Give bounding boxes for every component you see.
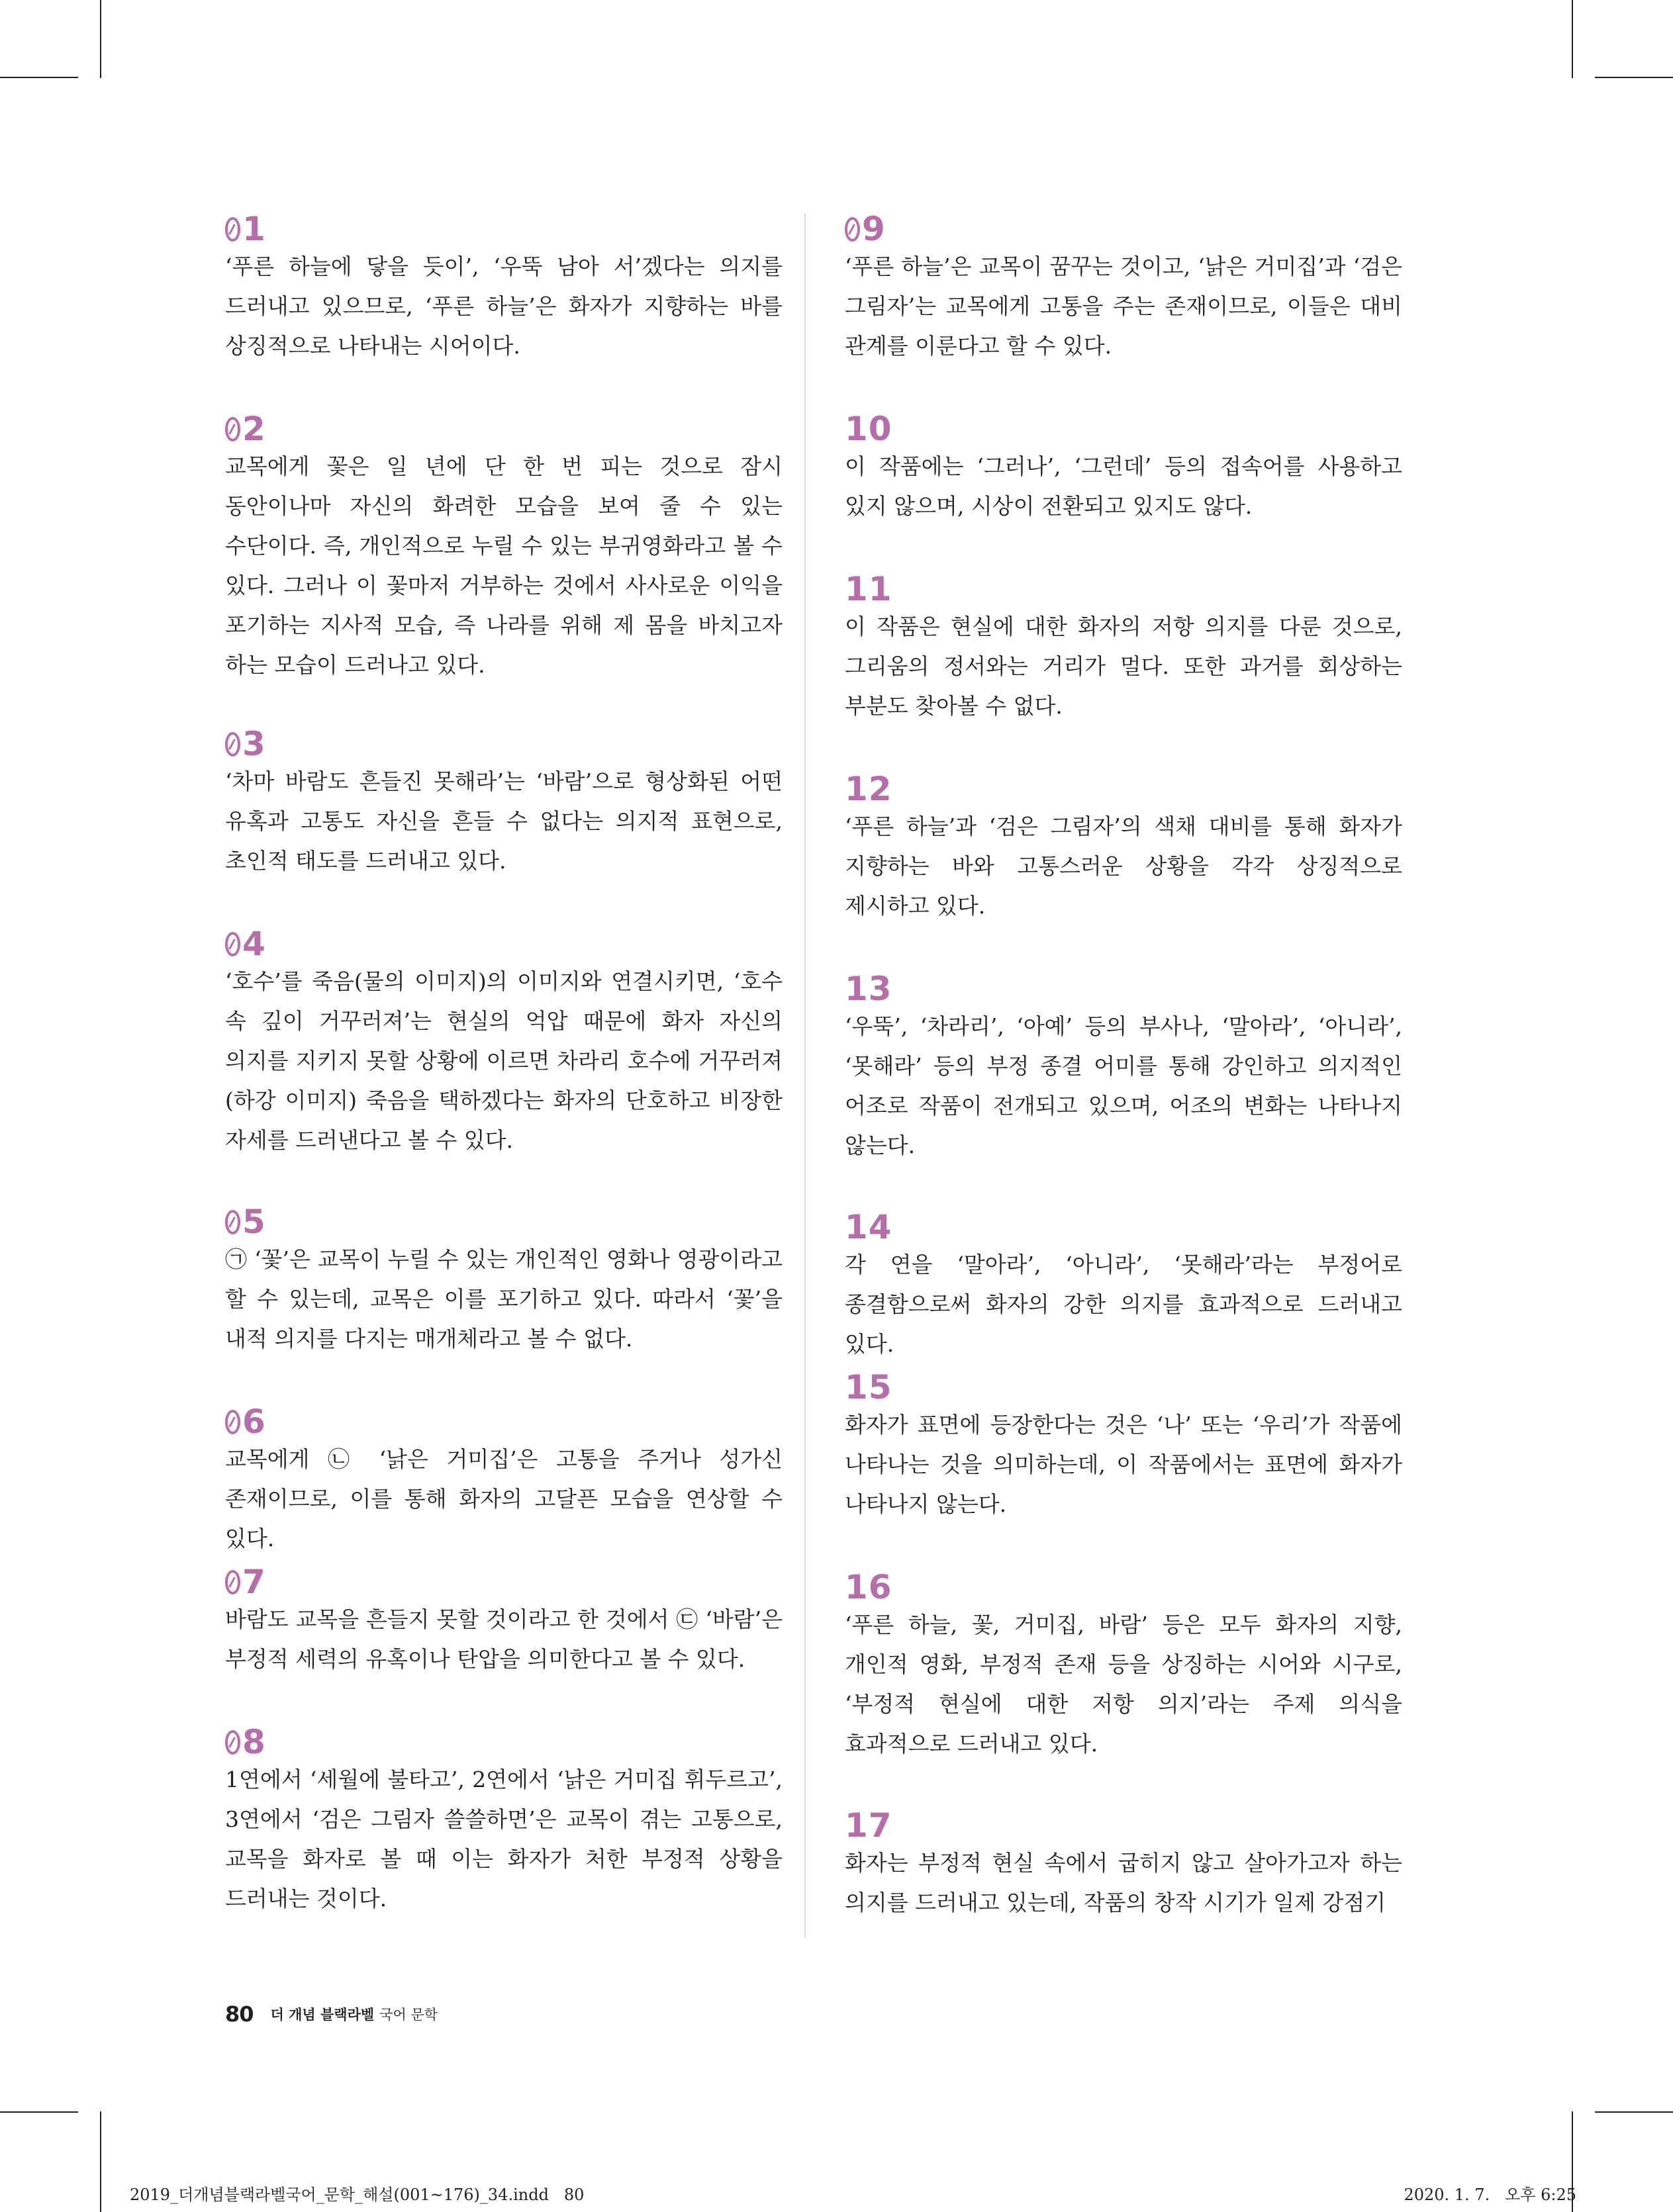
answer-item (225, 924, 783, 1160)
question-number: 9 (845, 209, 1402, 249)
question-number: 11 (845, 570, 892, 608)
explanation-text: 교목에게 ㉡ ‘낡은 거미집’은 고통을 주거나 성가신 존재이므로, 이를 통해 화자의 고달픈 모습을 연상할 수 있다. (225, 1446, 783, 1551)
explanation-text: 이 작품에는 ‘그러나’, ‘그런데’ 등의 접속어를 사용하고 있지 않으며, 시상이 전환되고 있지도 않다. (845, 453, 1402, 519)
book-subtitle: 국어 문학 (379, 2007, 438, 2023)
explanation-text: ‘차마 바람도 흔들진 못해라’는 ‘바람’으로 형상화된 어떤 유혹과 고통도 자신을 흔들 수 없다는 의지적 표현으로, 초인적 태도를 드러내고 있다. (225, 768, 783, 874)
leading-zero-icon (845, 217, 860, 242)
leading-zero-icon (225, 1570, 240, 1594)
answer-item (845, 1806, 1402, 1923)
crop-mark (1572, 0, 1573, 78)
page-number: 80 (225, 2002, 254, 2027)
crop-mark (0, 2111, 78, 2113)
answer-item (225, 1202, 783, 1359)
answer-item (845, 969, 1402, 1166)
print-slug-file: 2019_더개념블랙라벨국어_문학_해설(001~176)_34.indd 80 (130, 2186, 585, 2204)
explanation-text: ‘우뚝’, ‘차라리’, ‘아예’ 등의 부사나, ‘말아라’, ‘아니라’, ‘못해라’ 등의 부정 종결 어미를 통해 강인하고 의지적인 어조로 작품이 전개되고 있으며, 어조의 변화는 나타나지 않는다. (845, 1013, 1402, 1158)
question-number: 13 (845, 970, 892, 1008)
leading-zero-icon (225, 1410, 240, 1434)
leading-zero-icon (225, 417, 240, 441)
question-number: 1 (225, 209, 783, 249)
question-number: 8 (225, 1722, 783, 1762)
crop-mark (100, 2111, 101, 2212)
answer-item (845, 409, 1402, 526)
explanation-text: ㉠ ‘꽃’은 교목이 누릴 수 있는 개인적인 영화나 영광이라고 할 수 있는데, 교목은 이를 포기하고 있다. 따라서 ‘꽃’을 내적 의지를 다지는 매개체라고 볼 수 없다. (225, 1246, 783, 1352)
leading-zero-icon (225, 1210, 240, 1234)
answer-item (225, 409, 783, 685)
leading-zero-icon (225, 732, 240, 757)
question-number: 12 (845, 770, 892, 808)
explanation-text: 교목에게 꽃은 일 년에 단 한 번 피는 것으로 잠시 동안이나마 자신의 화려한 모습을 보여 줄 수 있는 수단이다. 즉, 개인적으로 누릴 수 있는 부귀영화라고 볼 수 있다. 그러나 이 꽃마저 거부하는 것에서 사사로운 이익을 포기하는 지사적 모습, 즉 나라를 위해 제 몸을 바치고자 하는 모습이 드러나고 있다. (225, 453, 783, 678)
question-number: 4 (225, 924, 783, 964)
explanation-text: 1연에서 ‘세월에 불타고’, 2연에서 ‘낡은 거미집 휘두르고’, 3연에서 ‘검은 그림자 쓸쓸하면’은 교목이 겪는 고통으로, 교목을 화자로 볼 때 이는 화자가 처한 부정적 상황을 드러내는 것이다. (225, 1767, 783, 1912)
crop-mark (1595, 2111, 1673, 2113)
question-number: 3 (225, 724, 783, 764)
answer-item (845, 769, 1402, 926)
column-divider (804, 214, 806, 1938)
answer-item (225, 1562, 783, 1679)
answer-item (845, 1567, 1402, 1764)
explanation-text: 바람도 교목을 흔들지 못할 것이라고 한 것에서 ㉢ ‘바람’은 부정적 세력의 유혹이나 탄압을 의미한다고 볼 수 있다. (225, 1606, 783, 1672)
question-number: 14 (845, 1208, 892, 1246)
answer-item (845, 569, 1402, 726)
crop-mark (100, 0, 101, 78)
print-slug-date: 2020. 1. 7. 오후 6:25 (1404, 2186, 1576, 2204)
explanation-text: ‘푸른 하늘’과 ‘검은 그림자’의 색채 대비를 통해 화자가 지향하는 바와 고통스러운 상황을 각각 상징적으로 제시하고 있다. (845, 813, 1402, 919)
explanation-text: 이 작품은 현실에 대한 화자의 저항 의지를 다룬 것으로, 그리움의 정서와는 거리가 멀다. 또한 과거를 회상하는 부분도 찾아볼 수 없다. (845, 614, 1402, 719)
leading-zero-icon (225, 932, 240, 956)
answer-item (845, 1367, 1402, 1524)
leading-zero-icon (225, 1730, 240, 1755)
explanation-text: ‘푸른 하늘에 닿을 듯이’, ‘우뚝 남아 서’겠다는 의지를 드러내고 있으므로, ‘푸른 하늘’은 화자가 지향하는 바를 상징적으로 나타내는 시어이다. (225, 253, 783, 359)
question-number: 17 (845, 1806, 892, 1845)
explanation-text: 화자는 부정적 현실 속에서 굽히지 않고 살아가고자 하는 의지를 드러내고 있는데, 작품의 창작 시기가 일제 강점기 (845, 1850, 1402, 1915)
book-title: 더 개념 블랙라벨 (270, 2007, 375, 2023)
answer-item (225, 209, 783, 366)
leading-zero-icon (225, 217, 240, 242)
answer-item (225, 1722, 783, 1919)
crop-mark (1595, 77, 1673, 78)
question-number: 15 (845, 1368, 892, 1406)
question-number: 2 (225, 409, 783, 449)
explanation-text: 각 연을 ‘말아라’, ‘아니라’, ‘못해라’라는 부정어로 종결함으로써 화자의 강한 의지를 효과적으로 드러내고 있다. (845, 1252, 1402, 1357)
question-number: 6 (225, 1402, 783, 1442)
question-number: 7 (225, 1562, 783, 1602)
question-number: 10 (845, 410, 892, 448)
explanation-text: ‘호수’를 죽음(물의 이미지)의 이미지와 연결시키면, ‘호수 속 깊이 거꾸러져’는 현실의 억압 때문에 화자 자신의 의지를 지키지 못할 상황에 이르면 차라리 호수에 거꾸러져(하강 이미지) 죽음을 택하겠다는 화자의 단호하고 비장한 자세를 드러낸다고 볼 수 있다. (225, 968, 783, 1153)
answer-item (225, 724, 783, 881)
answer-item (845, 1207, 1402, 1364)
answer-item (225, 1402, 783, 1559)
question-number: 16 (845, 1568, 892, 1606)
question-number: 5 (225, 1202, 783, 1242)
page-footer (225, 1998, 438, 2030)
explanation-text: 화자가 표면에 등장한다는 것은 ‘나’ 또는 ‘우리’가 작품에 나타나는 것을 의미하는데, 이 작품에서는 표면에 화자가 나타나지 않는다. (845, 1412, 1402, 1517)
answer-item (845, 209, 1402, 366)
explanation-text: ‘푸른 하늘, 꽃, 거미집, 바람’ 등은 모두 화자의 지향, 개인적 영화, 부정적 존재 등을 상징하는 시어와 시구로, ‘부정적 현실에 대한 저항 의지’라는 주제 의식을 효과적으로 드러내고 있다. (845, 1612, 1402, 1757)
crop-mark (0, 77, 78, 78)
explanation-text: ‘푸른 하늘’은 교목이 꿈꾸는 것이고, ‘낡은 거미집’과 ‘검은 그림자’는 교목에게 고통을 주는 존재이므로, 이들은 대비 관계를 이룬다고 할 수 있다. (845, 253, 1402, 359)
